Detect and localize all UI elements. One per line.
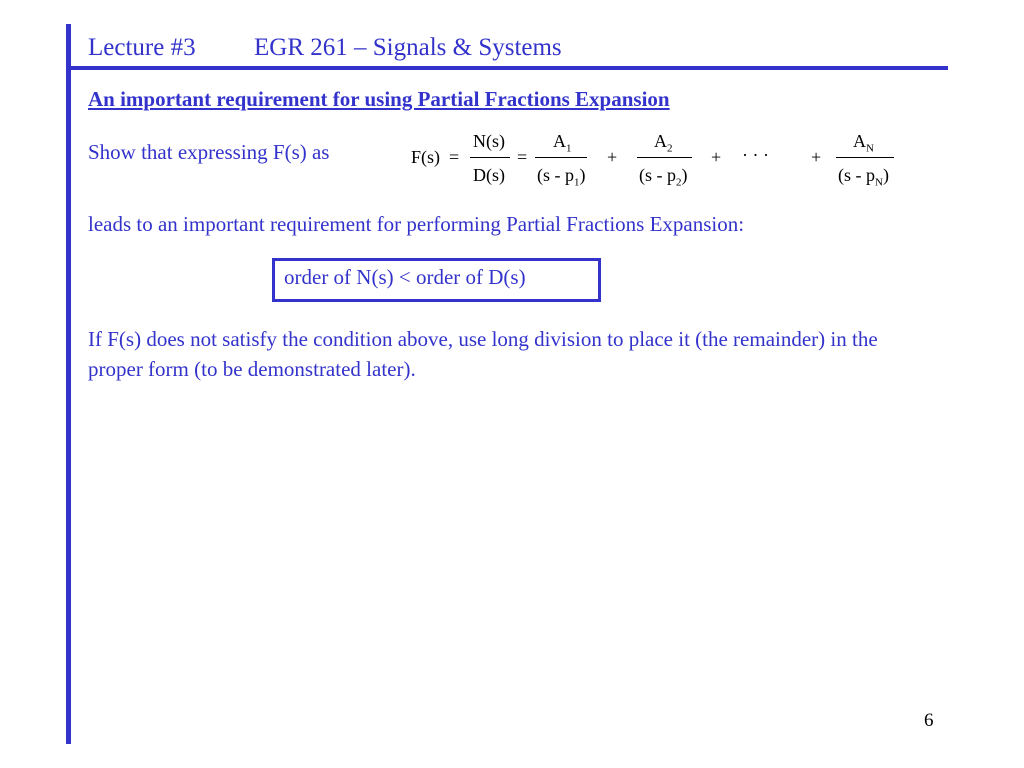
termN-denominator: $(s - p_N)$ (838, 165, 889, 189)
lecture-label: Lecture #3 (88, 34, 196, 61)
eq-numerator-main: N(s) (473, 131, 505, 151)
ellipsis-dots: · · · (742, 145, 769, 165)
course-title: EGR 261 – Signals & Systems (254, 34, 562, 61)
eq-equals-1: = (449, 147, 460, 167)
plus-sign-2: + (711, 147, 722, 167)
eq-equals-2: = (517, 147, 528, 167)
page-number: 6 (924, 710, 934, 731)
fraction-bar-main (470, 157, 510, 158)
plus-sign-1: + (607, 147, 618, 167)
eq-lhs: F(s) (411, 147, 441, 167)
fraction-bar-term1 (535, 157, 587, 158)
long-division-note: If F(s) does not satisfy the condition above, use long division to place it (the remainder) in the proper form (to be demonstrated later). (88, 327, 878, 381)
left-accent-bar (66, 24, 71, 744)
slide-subtitle: An important requirement for using Partial Fractions Expansion (88, 87, 670, 111)
term2-numerator: $A_2$ (654, 131, 673, 155)
fraction-bar-term2 (637, 157, 692, 158)
condition-text: order of N(s) < order of D(s) (284, 265, 526, 289)
eq-denominator-main: D(s) (473, 165, 505, 185)
term1-denominator: $(s - p_1)$ (537, 165, 586, 189)
term2-denominator: $(s - p_2)$ (639, 165, 688, 189)
termN-numerator: $A_N$ (853, 131, 874, 155)
plus-sign-3: + (811, 147, 822, 167)
fraction-bar-termN (836, 157, 894, 158)
term1-numerator: $A_1$ (553, 131, 572, 155)
intro-text: Show that expressing F(s) as (88, 140, 330, 164)
header-rule (66, 66, 948, 70)
requirement-lead-text: leads to an important requirement for performing Partial Fractions Expansion: (88, 212, 745, 236)
